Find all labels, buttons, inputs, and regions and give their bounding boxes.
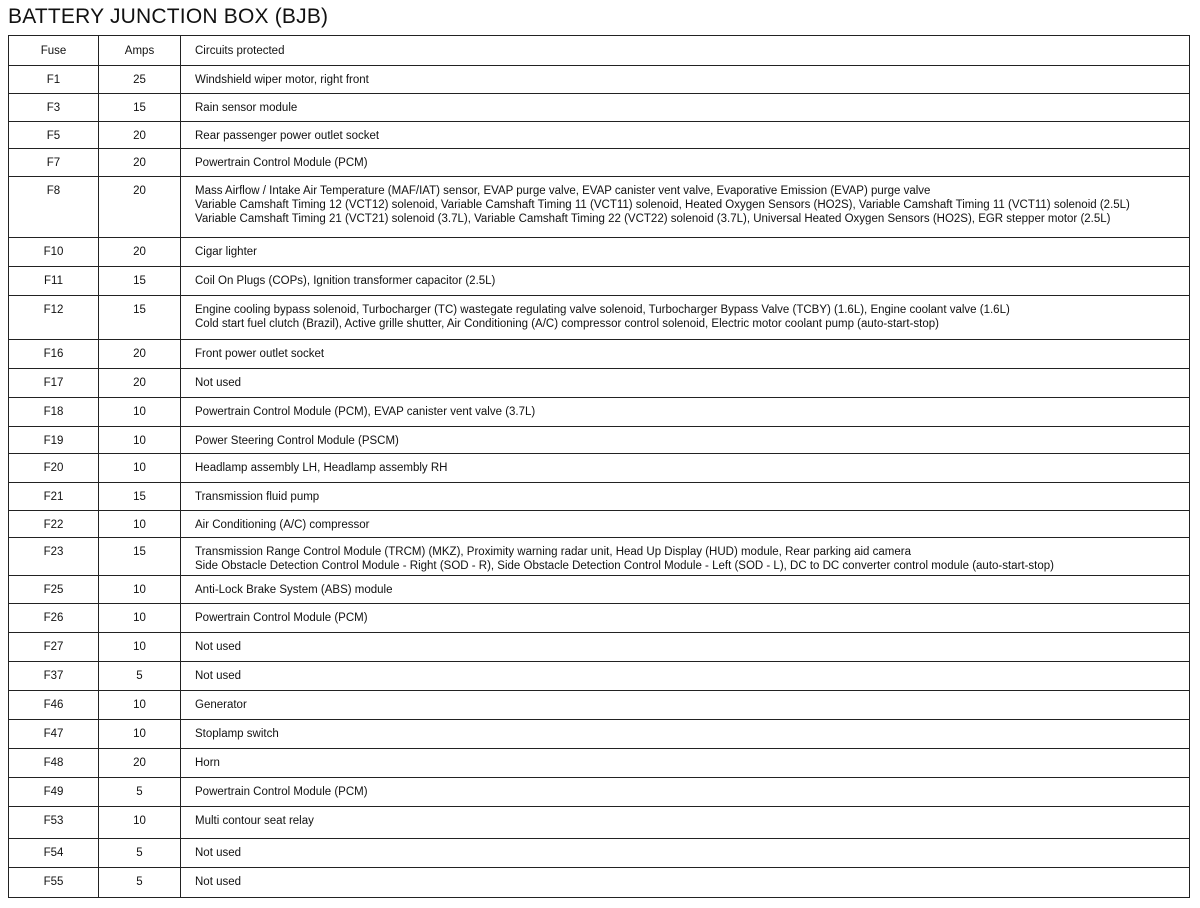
fuse-cell: F49 — [9, 778, 99, 807]
circuits-cell — [181, 340, 1190, 369]
amps-cell: 5 — [99, 662, 181, 691]
amps-cell: 15 — [99, 267, 181, 296]
circuits-cell — [181, 267, 1190, 296]
table-row — [9, 604, 1190, 633]
fuse-cell: F3 — [9, 94, 99, 122]
amps-cell: 20 — [99, 149, 181, 177]
circuits-cell — [181, 511, 1190, 538]
circuits-cell — [181, 369, 1190, 398]
circuit-line: Transmission fluid pump — [195, 491, 320, 503]
table-header-row — [9, 36, 1190, 66]
table-row — [9, 149, 1190, 177]
amps-cell: 10 — [99, 398, 181, 427]
circuit-line: Not used — [195, 641, 242, 653]
circuits-cell — [181, 122, 1190, 149]
amps-cell: 5 — [99, 868, 181, 898]
fuse-cell: F19 — [9, 427, 99, 454]
table-row — [9, 177, 1190, 238]
table-row — [9, 749, 1190, 778]
fuse-cell: F17 — [9, 369, 99, 398]
fuse-cell: F21 — [9, 483, 99, 511]
table-row — [9, 66, 1190, 94]
circuits-cell — [181, 427, 1190, 454]
fuse-cell: F18 — [9, 398, 99, 427]
header-fuse: Fuse — [9, 36, 99, 66]
circuits-cell — [181, 868, 1190, 898]
amps-cell: 10 — [99, 691, 181, 720]
table-row — [9, 720, 1190, 749]
table-row — [9, 778, 1190, 807]
circuit-line: Transmission Range Control Module (TRCM) (MKZ), Proximity warning radar unit, Head Up Display (HUD) module, Rear parking aid camera — [195, 546, 911, 558]
circuit-line: Cold start fuel clutch (Brazil), Active grille shutter, Air Conditioning (A/C) compressor control solenoid, Electric motor coolant pump (auto-start-stop) — [195, 318, 939, 330]
circuit-line: Coil On Plugs (COPs), Ignition transformer capacitor (2.5L) — [195, 275, 496, 287]
fuse-cell: F54 — [9, 839, 99, 868]
amps-cell: 10 — [99, 511, 181, 538]
fuse-cell: F26 — [9, 604, 99, 633]
table-row — [9, 662, 1190, 691]
amps-cell: 20 — [99, 369, 181, 398]
circuit-line: Powertrain Control Module (PCM), EVAP canister vent valve (3.7L) — [195, 406, 536, 418]
fuse-cell: F55 — [9, 868, 99, 898]
amps-cell: 10 — [99, 807, 181, 839]
table-row — [9, 369, 1190, 398]
fuse-cell: F10 — [9, 238, 99, 267]
fuse-table — [8, 35, 1190, 898]
circuit-line: Generator — [195, 699, 247, 711]
circuit-line: Windshield wiper motor, right front — [195, 74, 369, 86]
fuse-cell: F8 — [9, 177, 99, 238]
circuits-cell — [181, 576, 1190, 604]
amps-cell: 5 — [99, 839, 181, 868]
fuse-table-body — [9, 66, 1190, 898]
amps-cell: 20 — [99, 749, 181, 778]
circuits-cell — [181, 691, 1190, 720]
table-row — [9, 839, 1190, 868]
fuse-cell: F37 — [9, 662, 99, 691]
circuits-cell — [181, 778, 1190, 807]
circuits-cell — [181, 720, 1190, 749]
amps-cell: 10 — [99, 427, 181, 454]
table-row — [9, 483, 1190, 511]
table-row — [9, 340, 1190, 369]
table-row — [9, 122, 1190, 149]
amps-cell: 15 — [99, 483, 181, 511]
circuit-line: Air Conditioning (A/C) compressor — [195, 519, 370, 531]
fuse-cell: F46 — [9, 691, 99, 720]
fuse-cell: F48 — [9, 749, 99, 778]
amps-cell: 15 — [99, 296, 181, 340]
circuit-line: Powertrain Control Module (PCM) — [195, 786, 368, 798]
table-row — [9, 576, 1190, 604]
circuits-cell — [181, 633, 1190, 662]
circuit-line: Cigar lighter — [195, 246, 257, 258]
fuse-cell: F5 — [9, 122, 99, 149]
circuits-cell — [181, 296, 1190, 340]
circuits-cell — [181, 483, 1190, 511]
fuse-cell: F53 — [9, 807, 99, 839]
circuits-cell — [181, 177, 1190, 238]
fuse-cell: F7 — [9, 149, 99, 177]
table-row — [9, 691, 1190, 720]
header-circuits: Circuits protected — [181, 36, 1190, 66]
circuit-line: Rear passenger power outlet socket — [195, 130, 380, 142]
circuit-line: Not used — [195, 847, 242, 859]
amps-cell: 15 — [99, 538, 181, 576]
circuits-cell — [181, 662, 1190, 691]
amps-cell: 20 — [99, 122, 181, 149]
fuse-cell: F22 — [9, 511, 99, 538]
circuit-line: Variable Camshaft Timing 12 (VCT12) solenoid, Variable Camshaft Timing 11 (VCT11) solenoid, Heated Oxygen Sensors (HO2S), Variable Camshaft Timing 11 (VCT11) solenoid (2.5L) — [195, 199, 1130, 211]
amps-cell: 10 — [99, 604, 181, 633]
table-row — [9, 427, 1190, 454]
circuits-cell — [181, 238, 1190, 267]
circuit-line: Not used — [195, 377, 242, 389]
amps-cell: 20 — [99, 238, 181, 267]
circuit-line: Engine cooling bypass solenoid, Turbocharger (TC) wastegate regulating valve solenoid, Turbocharger Bypass Valve (TCBY) (1.6L), Engine coolant valve (1.6L) — [195, 304, 1010, 316]
table-row — [9, 633, 1190, 662]
amps-cell: 10 — [99, 576, 181, 604]
circuit-line: Not used — [195, 876, 242, 888]
circuit-line: Side Obstacle Detection Control Module - Right (SOD - R), Side Obstacle Detection Control Module - Left (SOD - L), DC to DC converter control module (auto-start-stop) — [195, 560, 1054, 572]
table-row — [9, 511, 1190, 538]
fuse-cell: F1 — [9, 66, 99, 94]
circuit-line: Mass Airflow / Intake Air Temperature (MAF/IAT) sensor, EVAP purge valve, EVAP canister vent valve, Evaporative Emission (EVAP) purge valve — [195, 185, 931, 197]
circuit-line: Powertrain Control Module (PCM) — [195, 157, 368, 169]
circuits-cell — [181, 398, 1190, 427]
amps-cell: 20 — [99, 340, 181, 369]
circuits-cell — [181, 807, 1190, 839]
table-row — [9, 296, 1190, 340]
amps-cell: 15 — [99, 94, 181, 122]
circuit-line: Multi contour seat relay — [195, 815, 314, 827]
fuse-cell: F25 — [9, 576, 99, 604]
table-row — [9, 267, 1190, 296]
circuits-cell — [181, 94, 1190, 122]
table-row — [9, 94, 1190, 122]
fuse-cell: F27 — [9, 633, 99, 662]
table-row — [9, 807, 1190, 839]
circuits-cell — [181, 538, 1190, 576]
circuit-line: Stoplamp switch — [195, 728, 279, 740]
circuit-line: Not used — [195, 670, 242, 682]
fuse-cell: F11 — [9, 267, 99, 296]
circuits-cell — [181, 749, 1190, 778]
circuit-line: Horn — [195, 757, 220, 769]
table-row — [9, 454, 1190, 483]
fuse-cell: F12 — [9, 296, 99, 340]
circuits-cell — [181, 66, 1190, 94]
header-amps: Amps — [99, 36, 181, 66]
circuits-cell — [181, 149, 1190, 177]
circuits-cell — [181, 839, 1190, 868]
amps-cell: 5 — [99, 778, 181, 807]
fuse-cell: F20 — [9, 454, 99, 483]
amps-cell: 20 — [99, 177, 181, 238]
circuit-line: Powertrain Control Module (PCM) — [195, 612, 368, 624]
amps-cell: 10 — [99, 454, 181, 483]
circuit-line: Variable Camshaft Timing 21 (VCT21) solenoid (3.7L), Variable Camshaft Timing 22 (VCT22) solenoid (3.7L), Universal Heated Oxygen Sensors (HO2S), EGR stepper motor (2.5L) — [195, 213, 1111, 225]
page-title: BATTERY JUNCTION BOX (BJB) — [8, 5, 329, 28]
amps-cell: 10 — [99, 720, 181, 749]
fuse-cell: F47 — [9, 720, 99, 749]
table-row — [9, 868, 1190, 898]
circuit-line: Rain sensor module — [195, 102, 298, 114]
circuit-line: Headlamp assembly LH, Headlamp assembly RH — [195, 462, 448, 474]
table-row — [9, 238, 1190, 267]
circuit-line: Anti-Lock Brake System (ABS) module — [195, 584, 393, 596]
table-row — [9, 398, 1190, 427]
circuits-cell — [181, 604, 1190, 633]
fuse-cell: F23 — [9, 538, 99, 576]
fuse-cell: F16 — [9, 340, 99, 369]
circuit-line: Power Steering Control Module (PSCM) — [195, 435, 399, 447]
circuit-line: Front power outlet socket — [195, 348, 325, 360]
amps-cell: 25 — [99, 66, 181, 94]
amps-cell: 10 — [99, 633, 181, 662]
circuits-cell — [181, 454, 1190, 483]
table-row — [9, 538, 1190, 576]
